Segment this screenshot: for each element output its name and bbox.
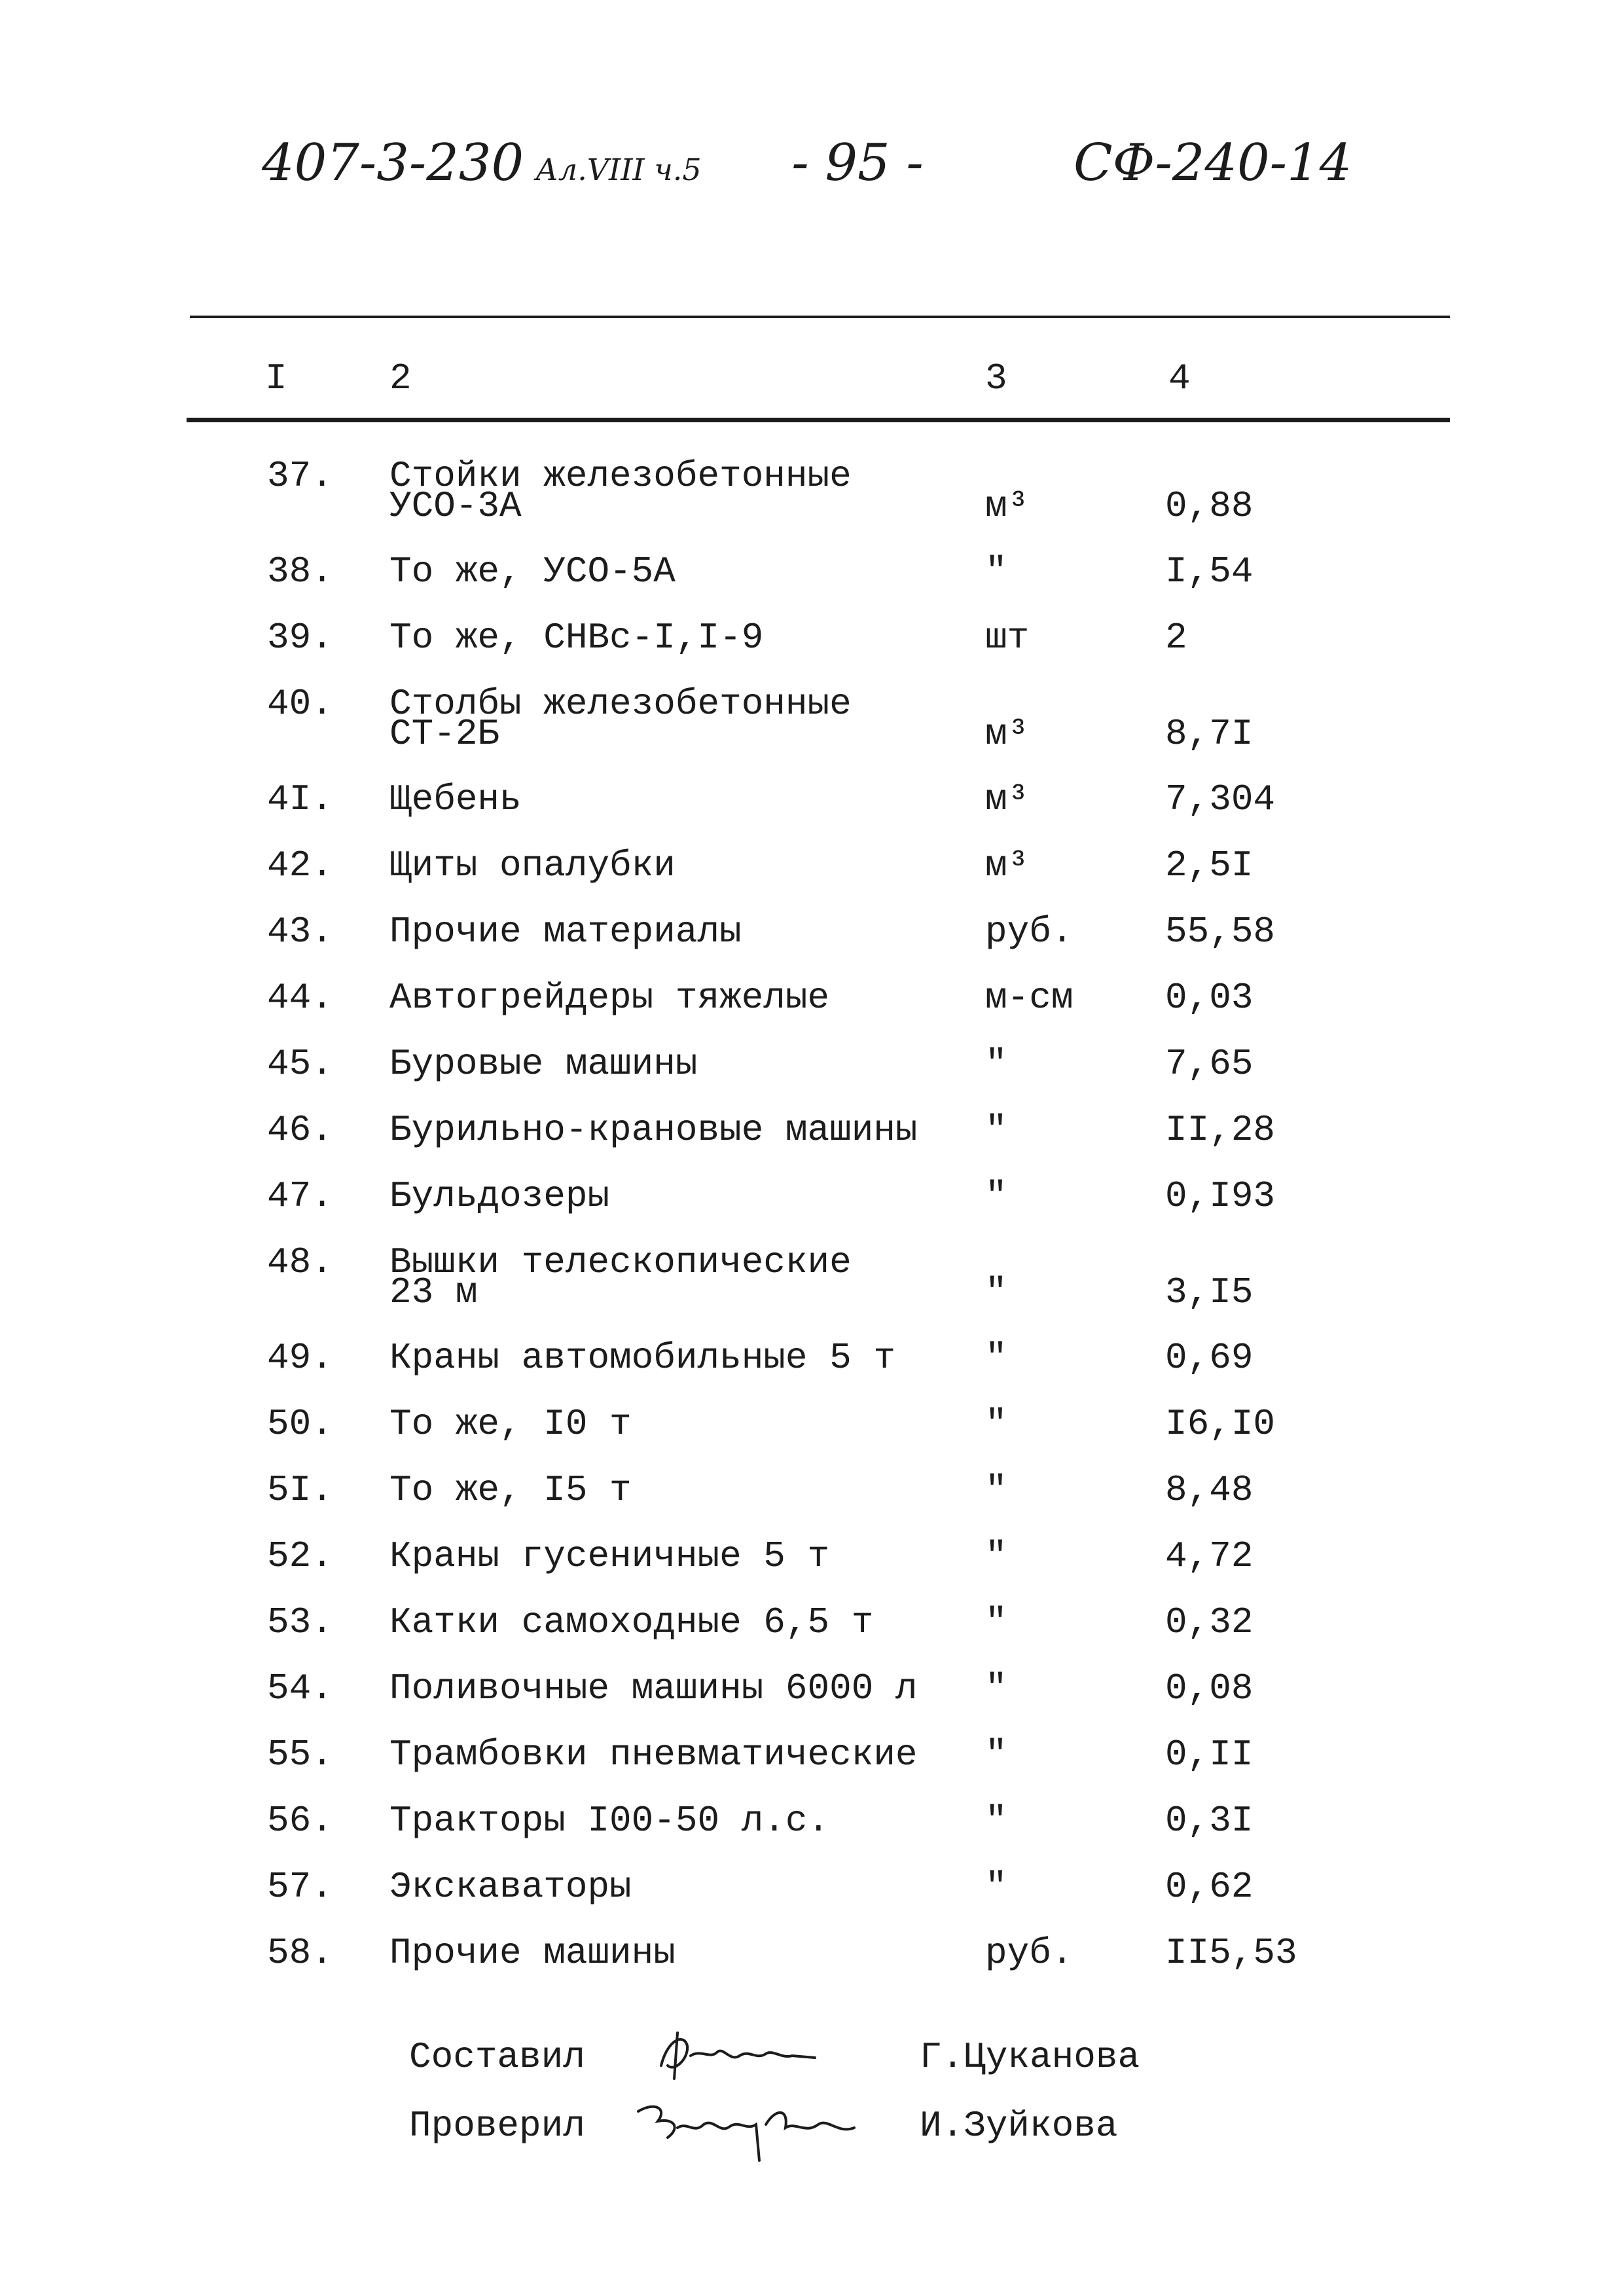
item-unit: м-см bbox=[985, 977, 1074, 1019]
item-name: Тракторы I00-50 л.с. bbox=[389, 1800, 830, 1842]
column-header-4: 4 bbox=[1168, 357, 1191, 399]
item-name: То же, I0 т bbox=[389, 1403, 632, 1445]
item-unit: шт bbox=[985, 617, 1030, 659]
item-name: Прочие материалы bbox=[389, 911, 742, 953]
item-quantity: I,54 bbox=[1165, 551, 1254, 592]
item-name: Поливочные машины 6000 л bbox=[389, 1667, 918, 1709]
item-quantity: 4,72 bbox=[1165, 1535, 1254, 1577]
row-number: 54. bbox=[267, 1667, 333, 1709]
series-code: СФ-240-14 bbox=[1074, 134, 1352, 192]
item-name: Автогрейдеры тяжелые bbox=[389, 977, 830, 1019]
item-name: Щебень bbox=[389, 778, 522, 820]
item-quantity: 0,69 bbox=[1165, 1337, 1254, 1379]
item-unit: руб. bbox=[985, 911, 1074, 953]
item-name: Краны гусеничные 5 т bbox=[389, 1535, 830, 1577]
item-quantity: 0,3I bbox=[1165, 1800, 1254, 1842]
item-quantity: 2 bbox=[1165, 617, 1187, 659]
row-number: 53. bbox=[267, 1601, 333, 1643]
column-header-2: 2 bbox=[389, 357, 412, 399]
item-unit: " bbox=[985, 1734, 1007, 1776]
item-quantity: II5,53 bbox=[1165, 1932, 1297, 1974]
item-name: Прочие машины bbox=[389, 1932, 676, 1974]
row-number: 40. bbox=[267, 683, 333, 725]
row-number: 49. bbox=[267, 1337, 333, 1379]
item-name: То же, I5 т bbox=[389, 1469, 632, 1511]
row-number: 5I. bbox=[267, 1469, 333, 1511]
item-quantity: 2,5I bbox=[1165, 845, 1254, 886]
item-quantity: II,28 bbox=[1165, 1109, 1276, 1151]
compiled-by-name: Г.Цуканова bbox=[920, 2036, 1140, 2078]
row-number: 39. bbox=[267, 617, 333, 659]
row-number: 48. bbox=[267, 1241, 333, 1283]
row-number: 52. bbox=[267, 1535, 333, 1577]
row-number: 46. bbox=[267, 1109, 333, 1151]
item-name: То же, СНВс-I,I-9 bbox=[389, 617, 764, 659]
item-quantity: 0,I93 bbox=[1165, 1175, 1276, 1217]
item-name: Столбы железобетонные bbox=[389, 683, 852, 725]
item-name: Бурильно-крановые машины bbox=[389, 1109, 918, 1151]
item-unit: " bbox=[985, 1043, 1007, 1085]
column-header-1: I bbox=[265, 357, 287, 399]
page-number: - 95 - bbox=[791, 134, 924, 192]
item-name: То же, УСО-5А bbox=[389, 551, 676, 592]
item-unit: м³ bbox=[985, 485, 1030, 527]
item-name: УСО-3А bbox=[389, 485, 522, 527]
checked-by-name: И.Зуйкова bbox=[920, 2105, 1118, 2147]
row-number: 4I. bbox=[267, 778, 333, 820]
checked-by-label: Проверил bbox=[409, 2105, 585, 2147]
item-unit: м³ bbox=[985, 778, 1030, 820]
item-quantity: 0,II bbox=[1165, 1734, 1254, 1776]
row-number: 58. bbox=[267, 1932, 333, 1974]
item-unit: руб. bbox=[985, 1932, 1074, 1974]
row-number: 56. bbox=[267, 1800, 333, 1842]
row-number: 47. bbox=[267, 1175, 333, 1217]
item-unit: " bbox=[985, 1535, 1007, 1577]
row-number: 55. bbox=[267, 1734, 333, 1776]
item-unit: м³ bbox=[985, 845, 1030, 886]
item-unit: " bbox=[985, 1109, 1007, 1151]
row-number: 42. bbox=[267, 845, 333, 886]
item-unit: " bbox=[985, 1667, 1007, 1709]
item-unit: " bbox=[985, 551, 1007, 592]
item-unit: " bbox=[985, 1800, 1007, 1842]
item-quantity: 0,32 bbox=[1165, 1601, 1254, 1643]
item-unit: " bbox=[985, 1175, 1007, 1217]
item-unit: " bbox=[985, 1601, 1007, 1643]
row-number: 45. bbox=[267, 1043, 333, 1085]
row-number: 43. bbox=[267, 911, 333, 953]
item-name: Вышки телескопические bbox=[389, 1241, 852, 1283]
row-number: 44. bbox=[267, 977, 333, 1019]
item-unit: " bbox=[985, 1403, 1007, 1445]
row-number: 37. bbox=[267, 455, 333, 497]
item-quantity: 8,48 bbox=[1165, 1469, 1254, 1511]
item-quantity: 55,58 bbox=[1165, 911, 1276, 953]
item-name: Щиты опалубки bbox=[389, 845, 676, 886]
compiled-by-label: Составил bbox=[409, 2036, 585, 2078]
document-code-number: 407-3-230 bbox=[262, 134, 524, 192]
item-quantity: 0,62 bbox=[1165, 1866, 1254, 1908]
signature-compiled bbox=[648, 2020, 825, 2092]
row-number: 50. bbox=[267, 1403, 333, 1445]
item-name: Краны автомобильные 5 т bbox=[389, 1337, 895, 1379]
item-name: Катки самоходные 6,5 т bbox=[389, 1601, 874, 1643]
item-name: Экскаваторы bbox=[389, 1866, 632, 1908]
item-quantity: 0,08 bbox=[1165, 1667, 1254, 1709]
item-name: СТ-2Б bbox=[389, 713, 500, 755]
item-unit: " bbox=[985, 1866, 1007, 1908]
signature-checked bbox=[628, 2088, 871, 2167]
item-name: Бульдозеры bbox=[389, 1175, 610, 1217]
item-name: Буровые машины bbox=[389, 1043, 698, 1085]
item-unit: м³ bbox=[985, 713, 1030, 755]
item-quantity: 7,65 bbox=[1165, 1043, 1254, 1085]
document-code-suffix: Ал.VIII ч.5 bbox=[535, 152, 702, 187]
item-quantity: 8,7I bbox=[1165, 713, 1254, 755]
item-quantity: 7,304 bbox=[1165, 778, 1276, 820]
item-unit: " bbox=[985, 1271, 1007, 1313]
item-quantity: I6,I0 bbox=[1165, 1403, 1276, 1445]
item-quantity: 3,I5 bbox=[1165, 1271, 1254, 1313]
item-quantity: 0,03 bbox=[1165, 977, 1254, 1019]
item-name: Стойки железобетонные bbox=[389, 455, 852, 497]
item-name: Трамбовки пневматические bbox=[389, 1734, 918, 1776]
item-unit: " bbox=[985, 1337, 1007, 1379]
column-header-3: 3 bbox=[985, 357, 1007, 399]
row-number: 57. bbox=[267, 1866, 333, 1908]
row-number: 38. bbox=[267, 551, 333, 592]
item-quantity: 0,88 bbox=[1165, 485, 1254, 527]
item-unit: " bbox=[985, 1469, 1007, 1511]
item-name: 23 м bbox=[389, 1271, 478, 1313]
